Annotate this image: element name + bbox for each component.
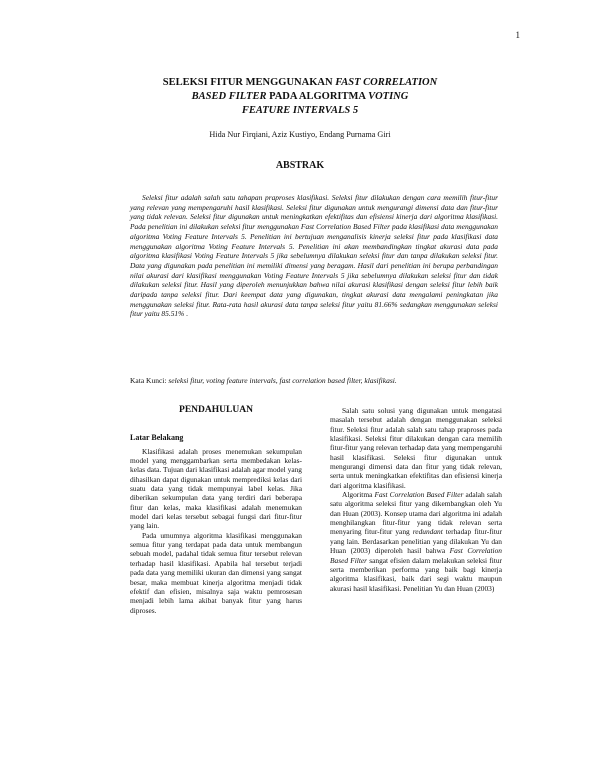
paragraph <box>330 490 502 593</box>
left-column <box>130 400 302 615</box>
text-run: adalah salah satu algoritma seleksi fitur yang dikembangkan oleh Yu dan Huan (2003). Konsep utama dari algoritma ini adalah menghilangkan fitur-fitur yang tidak relevan serta menyaring fitur-fitur yang <box>330 490 502 537</box>
paragraph: Klasifikasi adalah proses menemukan sekumpulan model yang menggambarkan serta membedakan kelas-kelas data. Tujuan dari klasifikasi adalah agar model yang dihasilkan dapat digunakan untuk memprediksi kelas dari suatu data yang tidak mempunyai label kelas. Jika diberikan sekumpulan data yang terdiri dari beberapa fitur dan kelas, maka klasifikasi adalah menemukan model dari kelas tersebut sebagai fungsi dari fitur-fitur yang lain. <box>130 446 302 531</box>
title-text-italic: FAST CORRELATION <box>335 77 438 88</box>
page-number: 1 <box>515 30 520 40</box>
right-column <box>330 406 502 593</box>
abstract-body <box>130 193 498 319</box>
text-run: terhadap fitur-fitur yang lain. Berdasarkan penelitian yang dilakukan Yu dan Huan (2003) diperoleh hasil bahwa <box>330 527 502 556</box>
abstract-heading: ABSTRAK <box>275 160 325 171</box>
text-run: Algoritma <box>342 490 375 500</box>
text-run-italic: redundant <box>412 527 443 537</box>
keywords <box>130 376 510 386</box>
authors: Hida Nur Firqiani, Aziz Kustiyo, Endang Purnama Giri <box>209 130 391 139</box>
title-text-italic: BASED FILTER <box>191 91 267 102</box>
title-line-2 <box>130 90 470 104</box>
paragraph: Pada umumnya algoritma klasifikasi menggunakan semua fitur yang terdapat pada data untuk membangun sebuah model, padahal tidak semua fitur tersebut relevan terhadap hasil klasifikasi. Apabila hal tersebut terjadi pada data yang memiliki ukuran dan dimensi yang sangat besar, maka membuat kinerja algoritma menjadi tidak efektif dan efisien, misalnya saja waktu pemrosesan menjadi lebih lama akibat banyak fitur yang harus diproses. <box>130 530 302 615</box>
keywords-label: Kata Kunci: <box>130 376 169 385</box>
title-text: SELEKSI FITUR MENGGUNAKAN <box>162 77 336 88</box>
section-heading: PENDAHULUAN <box>179 405 253 415</box>
title-line-3: FEATURE INTERVALS 5 <box>241 105 359 116</box>
title-line-1 <box>130 76 470 90</box>
abstract-text: Seleksi fitur adalah salah satu tahapan praproses klasifikasi. Seleksi fitur dilakukan dengan cara memilih fitur-fitur yang relevan yang mempengaruhi hasil klasifikasi. Seleksi fitur digunakan untuk mengurangi dimensi data dan fitur-fitur yang tidak relevan. Seleksi fitur digunakan untuk meningkatkan efektifitas dan efisiensi kinerja dari algoritma klasifikasi. Pada penelitian ini dilakukan seleksi fitur menggunakan Fast Correlation Based Filter pada klasifikasi data menggunakan algoritma Voting Feature Intervals 5. Penelitian ini bertujuan menganalisis kinerja seleksi fitur pada klasifikasi data menggunakan algoritma Voting Feature Intervals 5. Penelitian ini akan membandingkan tingkat akurasi data pada algoritma klasifikasi Voting Feature Intervals 5 jika sebelumnya dilakukan seleksi fitur dan tanpa dilakukan seleksi fitur. Data yang digunakan pada penelitian ini memiliki dimensi yang beragam. Hasil dari penelitian ini berupa perbandingan nilai akurasi dari klasifikasi menggunakan Voting Feature Intervals 5 jika sebelumnya dilakukan seleksi fitur dan tidak dilakukan seleksi fitur. Hasil yang diperoleh menunjukkan bahwa nilai akurasi klasifikasi dengan seleksi fitur lebih baik daripada tanpa seleksi fitur. Dari keempat data yang digunakan, tingkat akurasi data mengalami peningkatan jika menggunakan seleksi fitur. Rata-rata hasil akurasi data tanpa seleksi fitur yaitu 81.66% sedangkan menggunakan seleksi fitur yaitu 85.51% . <box>130 193 498 319</box>
title-text: PADA ALGORITMA <box>266 91 369 102</box>
text-run-italic: Fast Correlation Based Filter <box>330 546 502 565</box>
subsection-heading: Latar Belakang <box>130 433 184 443</box>
title-text-italic: VOTING <box>368 91 409 102</box>
paragraph: Salah satu solusi yang digunakan untuk mengatasi masalah tersebut adalah dengan menggunakan seleksi fitur. Seleksi fitur adalah salah satu tahap praproses pada klasifikasi. Seleksi fitur dilakukan dengan cara memilih fitur-fitur yang relevan terhadap data yang mempengaruhi hasil klasifikasi. Seleksi fitur digunakan untuk mengurangi dimensi data dan fitur yang tidak relevan, serta untuk meningkatkan efektifitas dan efisiensi kinerja dari algoritma klasifikasi. <box>330 406 502 490</box>
text-run: sangat efisien dalam melakukan seleksi fitur serta memberikan performa yang baik bagi kinerja algoritma klasifikasi, baik dari segi waktu maupun akurasi hasil klasifikasi. Penelitian Yu dan Huan (2003) <box>330 555 502 593</box>
keywords-list: seleksi fitur, voting feature intervals, fast correlation based filter, klasifikasi. <box>168 376 397 385</box>
paper-title <box>130 76 470 118</box>
text-run-italic: Fast Correlation Based Filter <box>374 490 464 500</box>
